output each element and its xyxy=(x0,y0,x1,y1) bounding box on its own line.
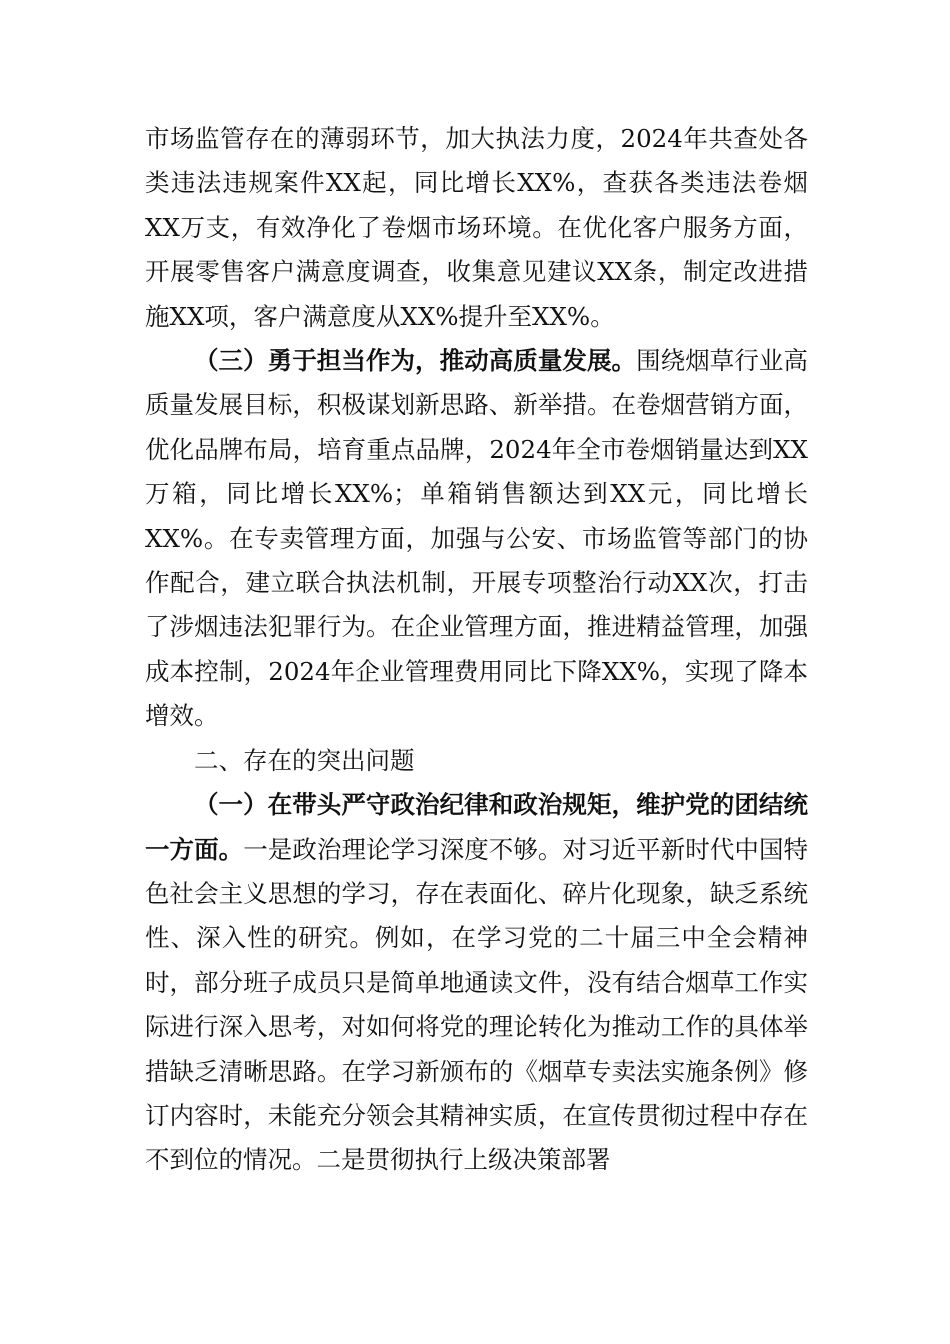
paragraph-high-quality-development xyxy=(145,339,808,739)
paragraph-lead-heading: （一）在带头严守政治纪律和政治规矩，维护党的团结统一方面。 xyxy=(145,790,808,864)
paragraph-text: 市场监管存在的薄弱环节，加大执法力度，2024年共查处各类违法违规案件XX起，同比增长XX%，查获各类违法卷烟XX万支，有效净化了卷烟市场环境。在优化客户服务方面，开展零售客户满意度调查，收集意见建议XX条，制定改进措施XX项，客户满意度从XX%提升至XX%。 xyxy=(145,124,808,331)
paragraph-text: 一是政治理论学习深度不够。对习近平新时代中国特色社会主义思想的学习，存在表面化、碎片化现象，缺乏系统性、深入性的研究。例如，在学习党的二十届三中全会精神时，部分班子成员只是简单地通读文件，没有结合烟草工作实际进行深入思考，对如何将党的理论转化为推动工作的具体举措缺乏清晰思路。在学习新颁布的《烟草专卖法实施条例》修订内容时，未能充分领会其精神实质，在宣传贯彻过程中存在不到位的情况。二是贯彻执行上级决策部署 xyxy=(145,834,809,1175)
paragraph-lead-heading: （三）勇于担当作为，推动高质量发展。 xyxy=(194,346,637,376)
paragraph-market-service xyxy=(145,117,808,339)
section-heading: 二、存在的突出问题 xyxy=(194,745,415,775)
paragraph-political-discipline xyxy=(145,783,808,1183)
document-body xyxy=(145,117,808,1183)
paragraph-text: 围绕烟草行业高质量发展目标，积极谋划新思路、新举措。在卷烟营销方面，优化品牌布局，培育重点品牌，2024年全市卷烟销量达到XX万箱，同比增长XX%；单箱销售额达到XX元，同比增长XX%。在专卖管理方面，加强与公安、市场监管等部门的协作配合，建立联合执法机制，开展专项整治行动XX次，打击了涉烟违法犯罪行为。在企业管理方面，推进精益管理，加强成本控制，2024年企业管理费用同比下降XX%，实现了降本增效。 xyxy=(145,346,808,731)
